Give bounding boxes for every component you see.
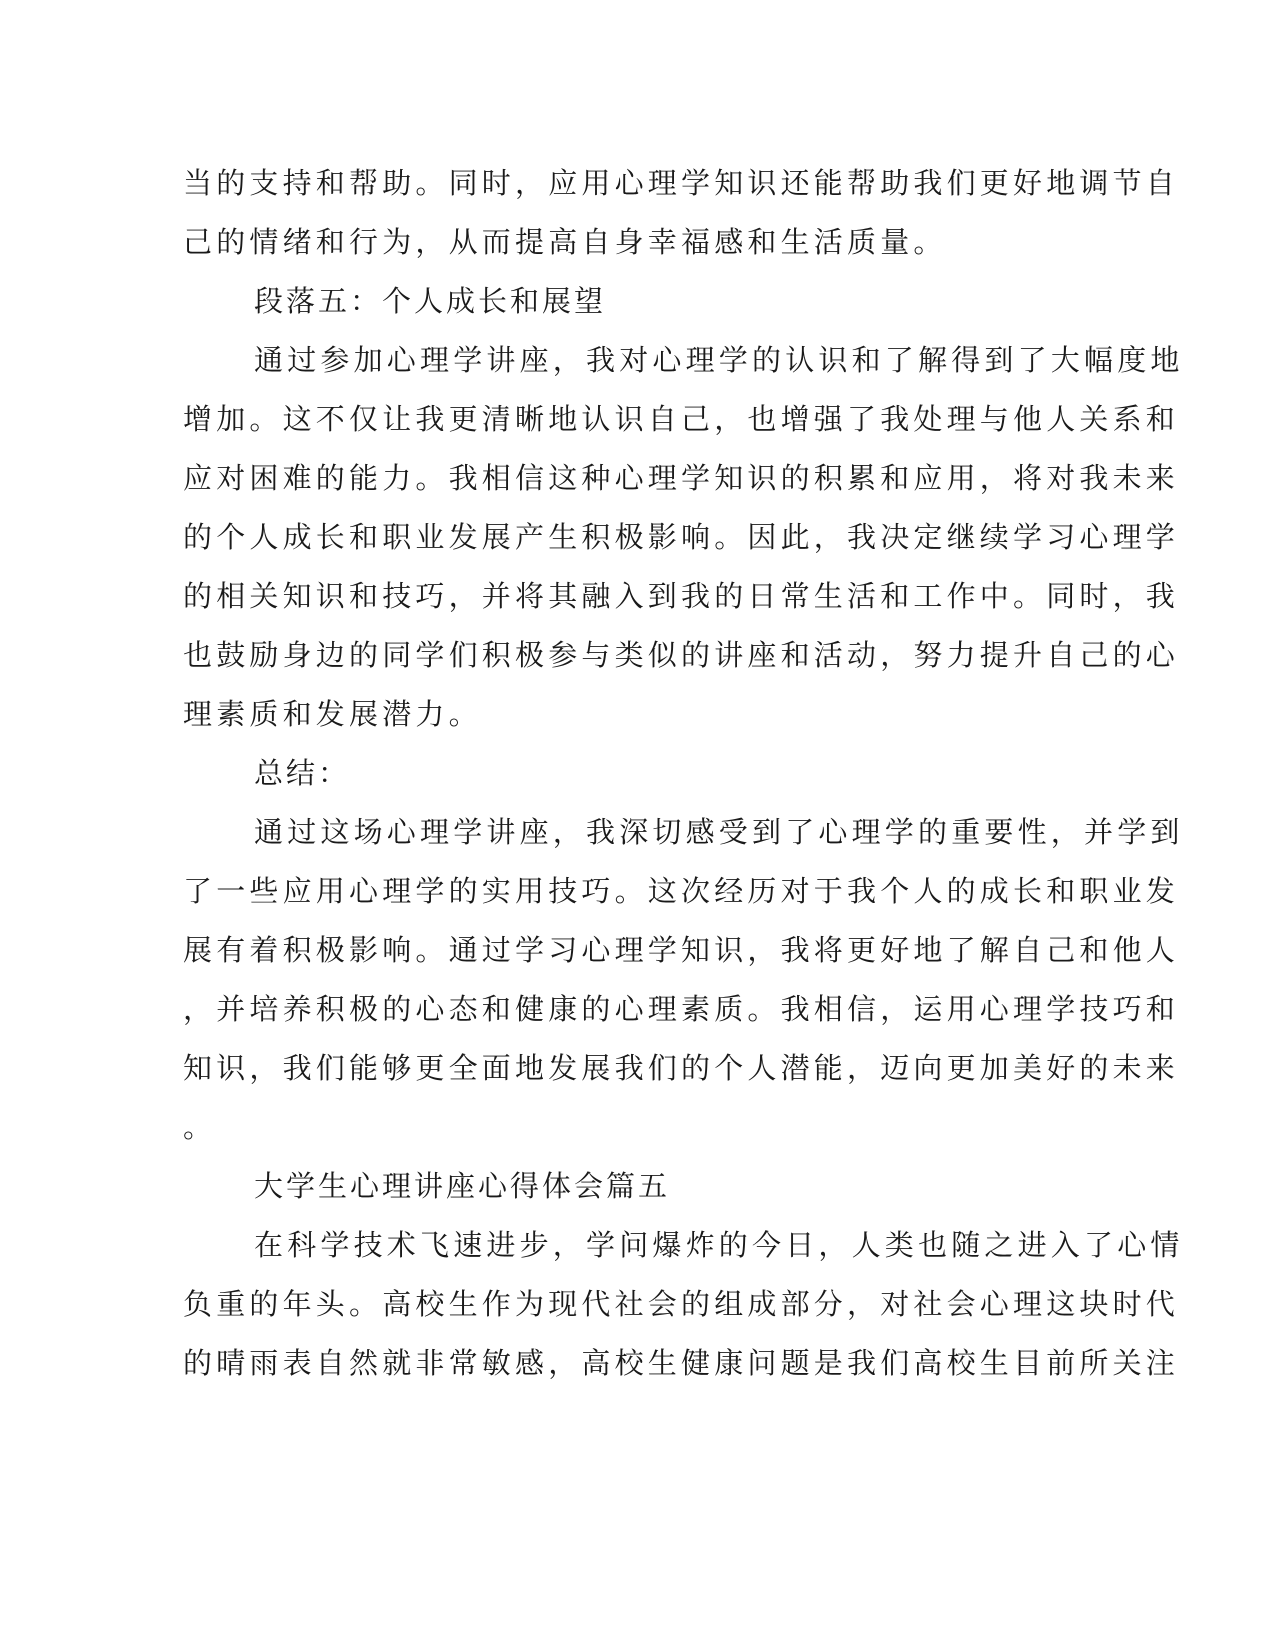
body-text-line: 负重的年头。高校生作为现代社会的组成部分，对社会心理这块时代 (183, 1287, 1180, 1321)
body-text-line: 理素质和发展潜力。 (183, 697, 482, 731)
body-text-line: 的相关知识和技巧，并将其融入到我的日常生活和工作中。同时，我 (183, 579, 1180, 613)
section-heading: 总结： (254, 756, 351, 790)
body-text-line: 当的支持和帮助。同时，应用心理学知识还能帮助我们更好地调节自 (183, 166, 1180, 200)
body-text-line: 的晴雨表自然就非常敏感，高校生健康问题是我们高校生目前所关注 (183, 1346, 1180, 1380)
body-text-line: 的个人成长和职业发展产生积极影响。因此，我决定继续学习心理学 (183, 520, 1180, 554)
body-text-line: ，并培养积极的心态和健康的心理素质。我相信，运用心理学技巧和 (183, 992, 1180, 1026)
section-heading: 段落五：个人成长和展望 (254, 284, 607, 318)
body-text-line: 己的情绪和行为，从而提高自身幸福感和生活质量。 (183, 225, 947, 259)
section-heading: 大学生心理讲座心得体会篇五 (254, 1169, 671, 1203)
body-text-line: 。 (183, 1110, 217, 1144)
body-text-line: 展有着积极影响。通过学习心理学知识，我将更好地了解自己和他人 (183, 933, 1180, 967)
body-text-line: 知识，我们能够更全面地发展我们的个人潜能，迈向更加美好的未来 (183, 1051, 1180, 1085)
body-text-line: 也鼓励身边的同学们积极参与类似的讲座和活动，努力提升自己的心 (183, 638, 1180, 672)
body-text-line: 在科学技术飞速进步，学问爆炸的今日，人类也随之进入了心情 (254, 1228, 1184, 1262)
body-text-line: 应对困难的能力。我相信这种心理学知识的积累和应用，将对我未来 (183, 461, 1180, 495)
body-text-line: 了一些应用心理学的实用技巧。这次经历对于我个人的成长和职业发 (183, 874, 1180, 908)
body-text-line: 通过这场心理学讲座，我深切感受到了心理学的重要性，并学到 (254, 815, 1184, 849)
body-text-line: 增加。这不仅让我更清晰地认识自己，也增强了我处理与他人关系和 (183, 402, 1180, 436)
body-text-line: 通过参加心理学讲座，我对心理学的认识和了解得到了大幅度地 (254, 343, 1184, 377)
